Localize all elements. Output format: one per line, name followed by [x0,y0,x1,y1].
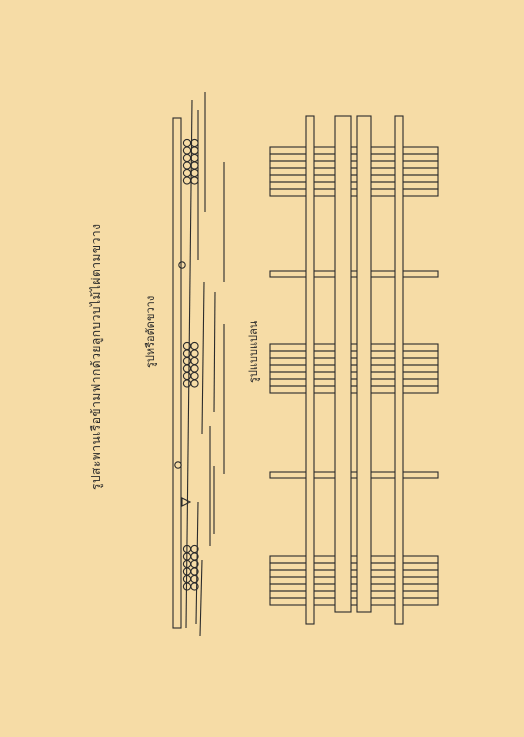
cross-slat [270,154,438,161]
bamboo-float [191,380,198,387]
cross-slat [270,168,438,175]
cross-slat [270,379,438,386]
cross-slat [270,351,438,358]
stringer [335,116,351,612]
side-view-section [173,92,224,636]
wedge-marker [182,498,190,506]
cross-slat [270,563,438,570]
bamboo-float [183,162,190,169]
bamboo-float [183,139,190,146]
cross-slat [270,189,438,196]
cross-slat [270,147,438,154]
cross-slat [270,358,438,365]
bamboo-float [183,177,190,184]
bamboo-float [191,342,198,349]
diagram-title: รูปสะพานเรือข้ามฟากด้วยลูกบวบไม้ไผ่ตามขวาง [89,223,103,490]
bamboo-float [183,169,190,176]
cross-slat [270,182,438,189]
cross-slat [270,472,438,478]
plan-view [270,116,438,624]
cross-slat [270,577,438,584]
cross-slat [270,598,438,605]
bamboo-float [183,372,190,379]
bamboo-float [191,357,198,364]
cross-slat [270,175,438,182]
stringer [395,116,403,624]
slat-group-2 [270,344,438,393]
slat-group-1 [270,147,438,196]
cross-slat [270,570,438,577]
slat-group-3 [270,556,438,605]
side-view-caption: รูปหรือตัดขวาง [144,295,157,368]
plan-view-caption: รูปแบบแปลน [247,320,260,383]
cross-slat [270,556,438,563]
peg-marker [175,462,181,468]
stringer [306,116,314,624]
side-deck-plank [173,118,181,628]
bamboo-float [191,365,198,372]
peg-marker [179,262,185,268]
bamboo-float [183,147,190,154]
bamboo-float [191,162,198,169]
cross-slat [270,591,438,598]
cross-slat [270,271,438,277]
cross-slat [270,161,438,168]
cross-slat [270,365,438,372]
stay-line [202,282,204,434]
cross-slat [270,344,438,351]
bamboo-float [191,350,198,357]
cross-slat [270,372,438,379]
bamboo-float [191,169,198,176]
bamboo-float [183,154,190,161]
stringer [357,116,371,612]
cross-slat [270,584,438,591]
bamboo-float [183,380,190,387]
bamboo-float [191,154,198,161]
bamboo-float [191,177,198,184]
float-bundle-2 [183,342,198,387]
stay-line [214,292,215,412]
bamboo-float [191,372,198,379]
stay-line [200,560,202,636]
float-bundle-3 [183,545,198,590]
cross-slat [270,386,438,393]
